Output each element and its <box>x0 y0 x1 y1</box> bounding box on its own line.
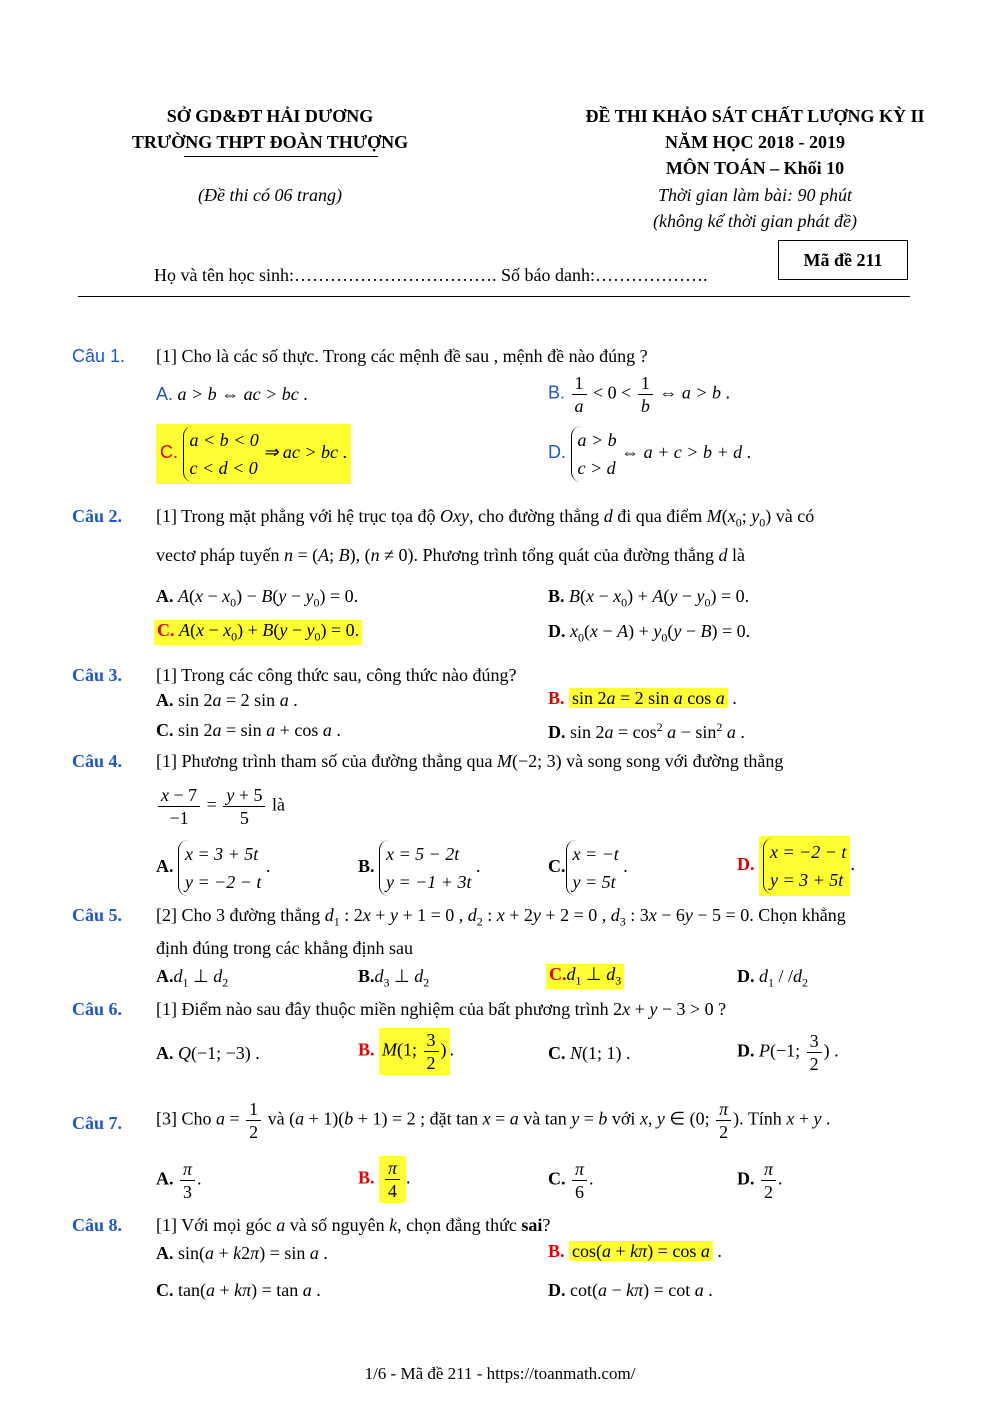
page-count-note: (Đề thi có 06 trang) <box>198 185 342 205</box>
q1-option-d: D. a > b c > d ⇔ a + c > b + d . <box>548 426 751 482</box>
school-year: NĂM HỌC 2018 - 2019 <box>665 132 845 152</box>
question-8-number: Câu 8. <box>72 1215 123 1235</box>
question-4-line2: $\frac{x - 7}{-1}$ = $\frac{y + 5}{5}$ là <box>156 784 285 829</box>
q5-option-c: $C.d_1$ ⊥ $d_3$ <box>546 964 624 989</box>
question-6-number: Câu 6. <box>72 999 123 1019</box>
q8-option-c: C. tan(a + kπ) = tan a . <box>156 1280 321 1300</box>
q8-option-b: B. cos(a + kπ) = cos a . <box>548 1241 722 1261</box>
q4-option-c: C. x = −t y = 5t . <box>548 840 628 896</box>
exam-code-box: Mã đề 211 <box>778 240 908 280</box>
page-footer: 1/6 - Mã đề 211 - https://toanmath.com/ <box>364 1364 636 1383</box>
q2-option-c: C. $A(x - x_0) + B(y - y_0) = 0$. <box>154 620 362 645</box>
question-2-number: Câu 2. <box>72 506 123 526</box>
question-4-number: Câu 4. <box>72 751 123 771</box>
q2-option-d: D. $x_0(x - A) + y_0(y - B) = 0$. <box>548 621 751 645</box>
school-name: TRƯỜNG THPT ĐOÀN THƯỢNG <box>131 132 409 152</box>
question-7-text: [3] Cho a = $\frac{1}{2}$ và (a + 1)(b + 1) = 2 ; đặt tan x = a và tan y = b với x, y ∈ (0; $\frac{\pi}{2}$ ). Tính x + y . <box>156 1099 831 1142</box>
q2-option-b: B. $B(x - x_0) + A(y - y_0) = 0$. <box>548 586 750 610</box>
q7-option-a: A. $\frac{\pi}{3}$ . <box>156 1159 202 1202</box>
question-1-text: [1] Cho là các số thực. Trong các mệnh đề sau , mệnh đề nào đúng ? <box>156 346 648 366</box>
school-department: SỞ GD&ĐT HẢI DƯƠNG <box>166 106 374 126</box>
q7-option-b: B. $\frac{\pi}{4}$ . <box>358 1158 411 1201</box>
header-divider <box>78 296 910 297</box>
q6-option-a: A. Q(−1; −3) . <box>156 1043 260 1063</box>
question-5-line1: [2] Cho 3 đường thẳng $d_1$ : 2x + y + 1 = 0 , $d_2$ : x + 2y + 2 = 0 , $d_3$ : 3x − 6y − 5 = 0. Chọn khẳng <box>156 905 846 929</box>
subject: MÔN TOÁN – Khối 10 <box>665 158 845 178</box>
question-7-number: Câu 7. <box>72 1113 123 1133</box>
q2-option-a: A. $A(x - x_0) - B(y - y_0) = 0$. <box>156 586 359 610</box>
q1-option-a: A. a > b ⇔ ac > bc . <box>156 384 308 404</box>
exam-title: ĐỀ THI KHẢO SÁT CHẤT LƯỢNG KỲ II <box>585 106 925 126</box>
question-3-number: Câu 3. <box>72 665 123 685</box>
question-8-text: [1] Với mọi góc a và số nguyên k, chọn đẳng thức sai? <box>156 1215 551 1235</box>
q8-option-d: D. cot(a − kπ) = cot a . <box>548 1280 713 1300</box>
q7-option-c: C. $\frac{\pi}{6}$ . <box>548 1159 594 1202</box>
time-limit: Thời gian làm bài: 90 phút <box>657 185 853 205</box>
q3-option-a: A. sin 2a = 2 sin a . <box>156 690 298 710</box>
question-4-line1: [1] Phương trình tham số của đường thẳng qua M(−2; 3) và song song với đường thẳng <box>156 751 784 771</box>
q6-option-c: C. N(1; 1) . <box>548 1043 631 1063</box>
q5-option-a: $A.d_1$ ⊥ $d_2$ <box>156 966 229 990</box>
question-1-number: Câu 1. <box>72 346 126 366</box>
q3-option-c: C. sin 2a = sin a + cos a . <box>156 720 341 740</box>
question-6-text: [1] Điểm nào sau đây thuộc miền nghiệm của bất phương trình 2x + y − 3 > 0 ? <box>156 999 727 1019</box>
q8-option-a: A. sin(a + k2π) = sin a . <box>156 1243 328 1263</box>
q4-option-b: B. x = 5 − 2t y = −1 + 3t . <box>358 840 480 896</box>
question-2-line1: [1] Trong mặt phẳng với hệ trục tọa độ Oxy, cho đường thẳng d đi qua điểm $M(x_0$; $y_0$) và có <box>156 506 815 530</box>
school-underline <box>184 156 378 157</box>
q4-option-d: D. x = −2 − t y = 3 + 5t . <box>737 836 855 896</box>
q3-option-b: B. sin 2a = 2 sin a cos a . <box>548 688 737 708</box>
q4-option-a: A. x = 3 + 5t y = −2 − t . <box>156 840 270 896</box>
q5-option-b: $B.d_3$ ⊥ $d_2$ <box>358 966 430 990</box>
question-2-line2: vectơ pháp tuyến n = (A; B), (n ≠ 0). Phương trình tổng quát của đường thẳng d là <box>156 545 746 565</box>
student-info-line: Họ và tên học sinh:……………………………. Số báo danh:………………. <box>154 265 708 285</box>
question-3-text: [1] Trong các công thức sau, công thức nào đúng? <box>156 665 517 685</box>
q6-option-b: B. M(1; $\frac{3}{2}$ ) . <box>358 1030 455 1073</box>
q6-option-d: D. P(−1; $\frac{3}{2}$ ) . <box>737 1031 839 1074</box>
question-5-number: Câu 5. <box>72 905 123 925</box>
q1-option-c: C. a < b < 0 c < d < 0 ⇒ ac > bc . <box>156 424 351 484</box>
q7-option-d: D. $\frac{\pi}{2}$ . <box>737 1159 783 1202</box>
q3-option-d: D. $\sin 2a = \cos^2 a - \sin^2 a$ . <box>548 720 745 742</box>
q1-option-b: B. $\frac{1}{a}$ < 0 < $\frac{1}{b}$ ⇔ a > b . <box>548 373 730 416</box>
q5-option-d: D. $d_1 / /d_2$ <box>737 966 809 990</box>
time-note: (không kể thời gian phát đề) <box>652 211 858 231</box>
question-5-line2: định đúng trong các khẳng định sau <box>156 938 413 958</box>
